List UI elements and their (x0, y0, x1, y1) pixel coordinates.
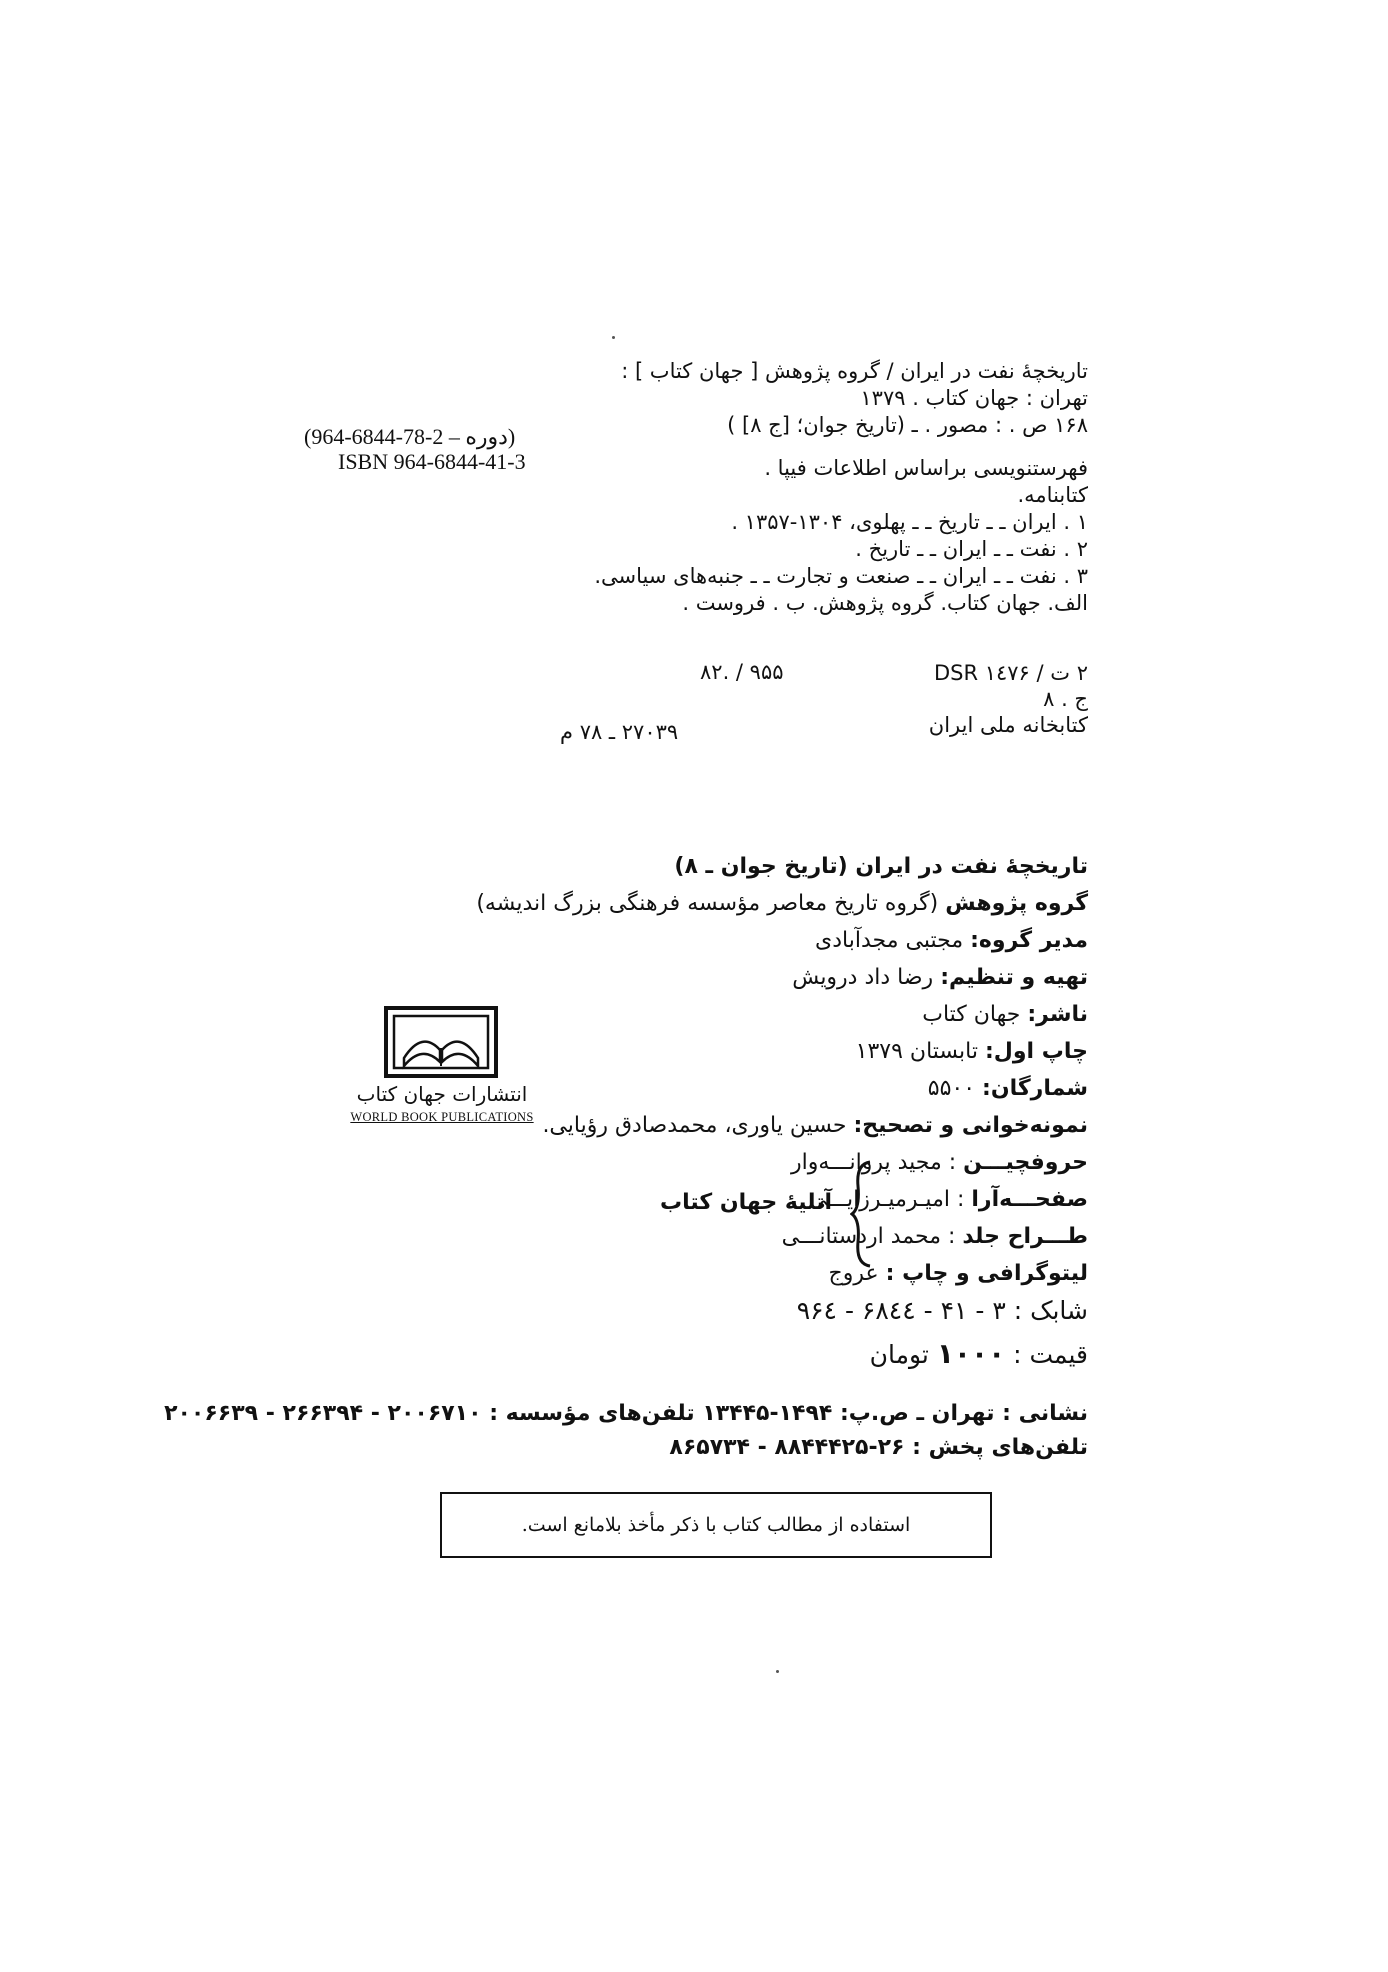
detail-title: تاریخچهٔ نفت در ایران (تاریخ جوان ـ ۸) (674, 854, 1088, 879)
copyright-notice: استفاده از مطالب کتاب با ذکر مأخذ بلامانع است. (440, 1492, 992, 1558)
isbn-number: ISBN 964-6844-41-3 (338, 449, 526, 474)
detail-prepared: تهیه و تنظیم: رضا داد درویش (792, 965, 1088, 990)
dewey-number: ۹۵۵ / .۸۲ (700, 660, 784, 684)
detail-director: مدیر گروه: مجتبی مجدآبادی (815, 928, 1088, 953)
national-library: کتابخانه ملی ایران (928, 713, 1088, 737)
atelier-label: آتلیهٔ جهان کتاب (660, 1190, 832, 1215)
address-block (164, 1397, 1088, 1465)
speck (612, 336, 615, 339)
cip-collation-line: ۱۶۸ ص . : مصور . ـ (تاریخ جوان؛ [ج ۸] ) (727, 413, 1088, 437)
distribution-phones: تلفن‌های پخش : ۲۶-۸۸۴۴۴۲۵ - ۸۶۵۷۳۴ (669, 1435, 1088, 1460)
isbn-block (304, 424, 526, 474)
speck (776, 1670, 779, 1673)
cip-subject-3: ۳ . نفت ـ ـ ایران ـ ـ صنعت و تجارت ـ ـ جنبه‌های سیاسی. (594, 564, 1088, 588)
detail-litho: لیتوگرافی و چاپ : عروج (828, 1261, 1088, 1286)
volume-number: ج . ۸ (1043, 687, 1088, 711)
cip-block (448, 358, 1088, 617)
classification-block (929, 660, 1088, 738)
cip-gap (448, 439, 1088, 455)
lc-number: ۲ ت / DSR ۱٤٧۶ (933, 661, 1088, 685)
detail-price: قیمت : ۱۰۰۰ تومان (869, 1337, 1088, 1370)
detail-copies: شمارگان: ۵۵۰۰ (927, 1076, 1088, 1101)
cip-note-line: فهرستنویسی براساس اطلاعات فیپا . (764, 456, 1088, 480)
cip-subject-2: ۲ . نفت ـ ـ ایران ـ ـ تاریخ . (855, 537, 1088, 561)
detail-layout: صفحـــه‌آرا : امیـرمیـرزایـــی (809, 1187, 1088, 1212)
cip-subject-1: ۱ . ایران ـ ـ تاریخ ـ ـ پهلوی، ۱۳۰۴-۱۳۵۷ . (731, 510, 1088, 534)
cip-imprint-line: تهران : جهان کتاب . ۱۳۷۹ (860, 386, 1088, 410)
address-line: نشانی : تهران ـ ص.پ: ۱۴۹۴-۱۳۴۴۵ تلفن‌های مؤسسه : ۲۰۰۶۷۱۰ - ۲۶۶۳۹۴ - ۲۰۰۶۶۳۹ (164, 1401, 1088, 1426)
detail-proofreading: نمونه‌خوانی و تصحیح: حسین یاوری، محمدصادق رؤیایی. (542, 1113, 1088, 1138)
detail-edition: چاپ اول: تابستان ۱۳۷۹ (855, 1039, 1088, 1064)
logo-label-en: WORLD BOOK PUBLICATIONS (350, 1110, 534, 1124)
cip-title-line: تاریخچهٔ نفت در ایران / گروه پژوهش [ جهان کتاب ] : (621, 359, 1088, 383)
detail-publisher: ناشر: جهان کتاب (922, 1002, 1088, 1027)
cip-bibliography-line: کتابنامه. (1017, 483, 1088, 507)
record-number: ۲۷۰۳۹ ـ ۷۸ م (560, 720, 679, 744)
logo-label-fa: انتشارات جهان کتاب (356, 1082, 528, 1106)
detail-typesetter: حروفچیـــن : مجید پروانـــه‌وار (790, 1150, 1088, 1175)
publication-details (208, 848, 1088, 1372)
detail-cover-designer: طـــراح جلد : محمد اردستانـــی (781, 1224, 1088, 1249)
cip-added-entries: الف. جهان کتاب. گروه پژوهش. ب . فروست . (682, 591, 1088, 615)
brace-mark (850, 1160, 874, 1268)
detail-group: گروه پژوهش (گروه تاریخ معاصر مؤسسه فرهنگی بزرگ اندیشه) (476, 891, 1088, 916)
isbn-set: (دوره – 2-78-6844-964) (304, 424, 516, 449)
detail-shabak: شابک : ۳ - ۴۱ - ۶۸٤٤ - ۹۶٤ (796, 1296, 1088, 1325)
